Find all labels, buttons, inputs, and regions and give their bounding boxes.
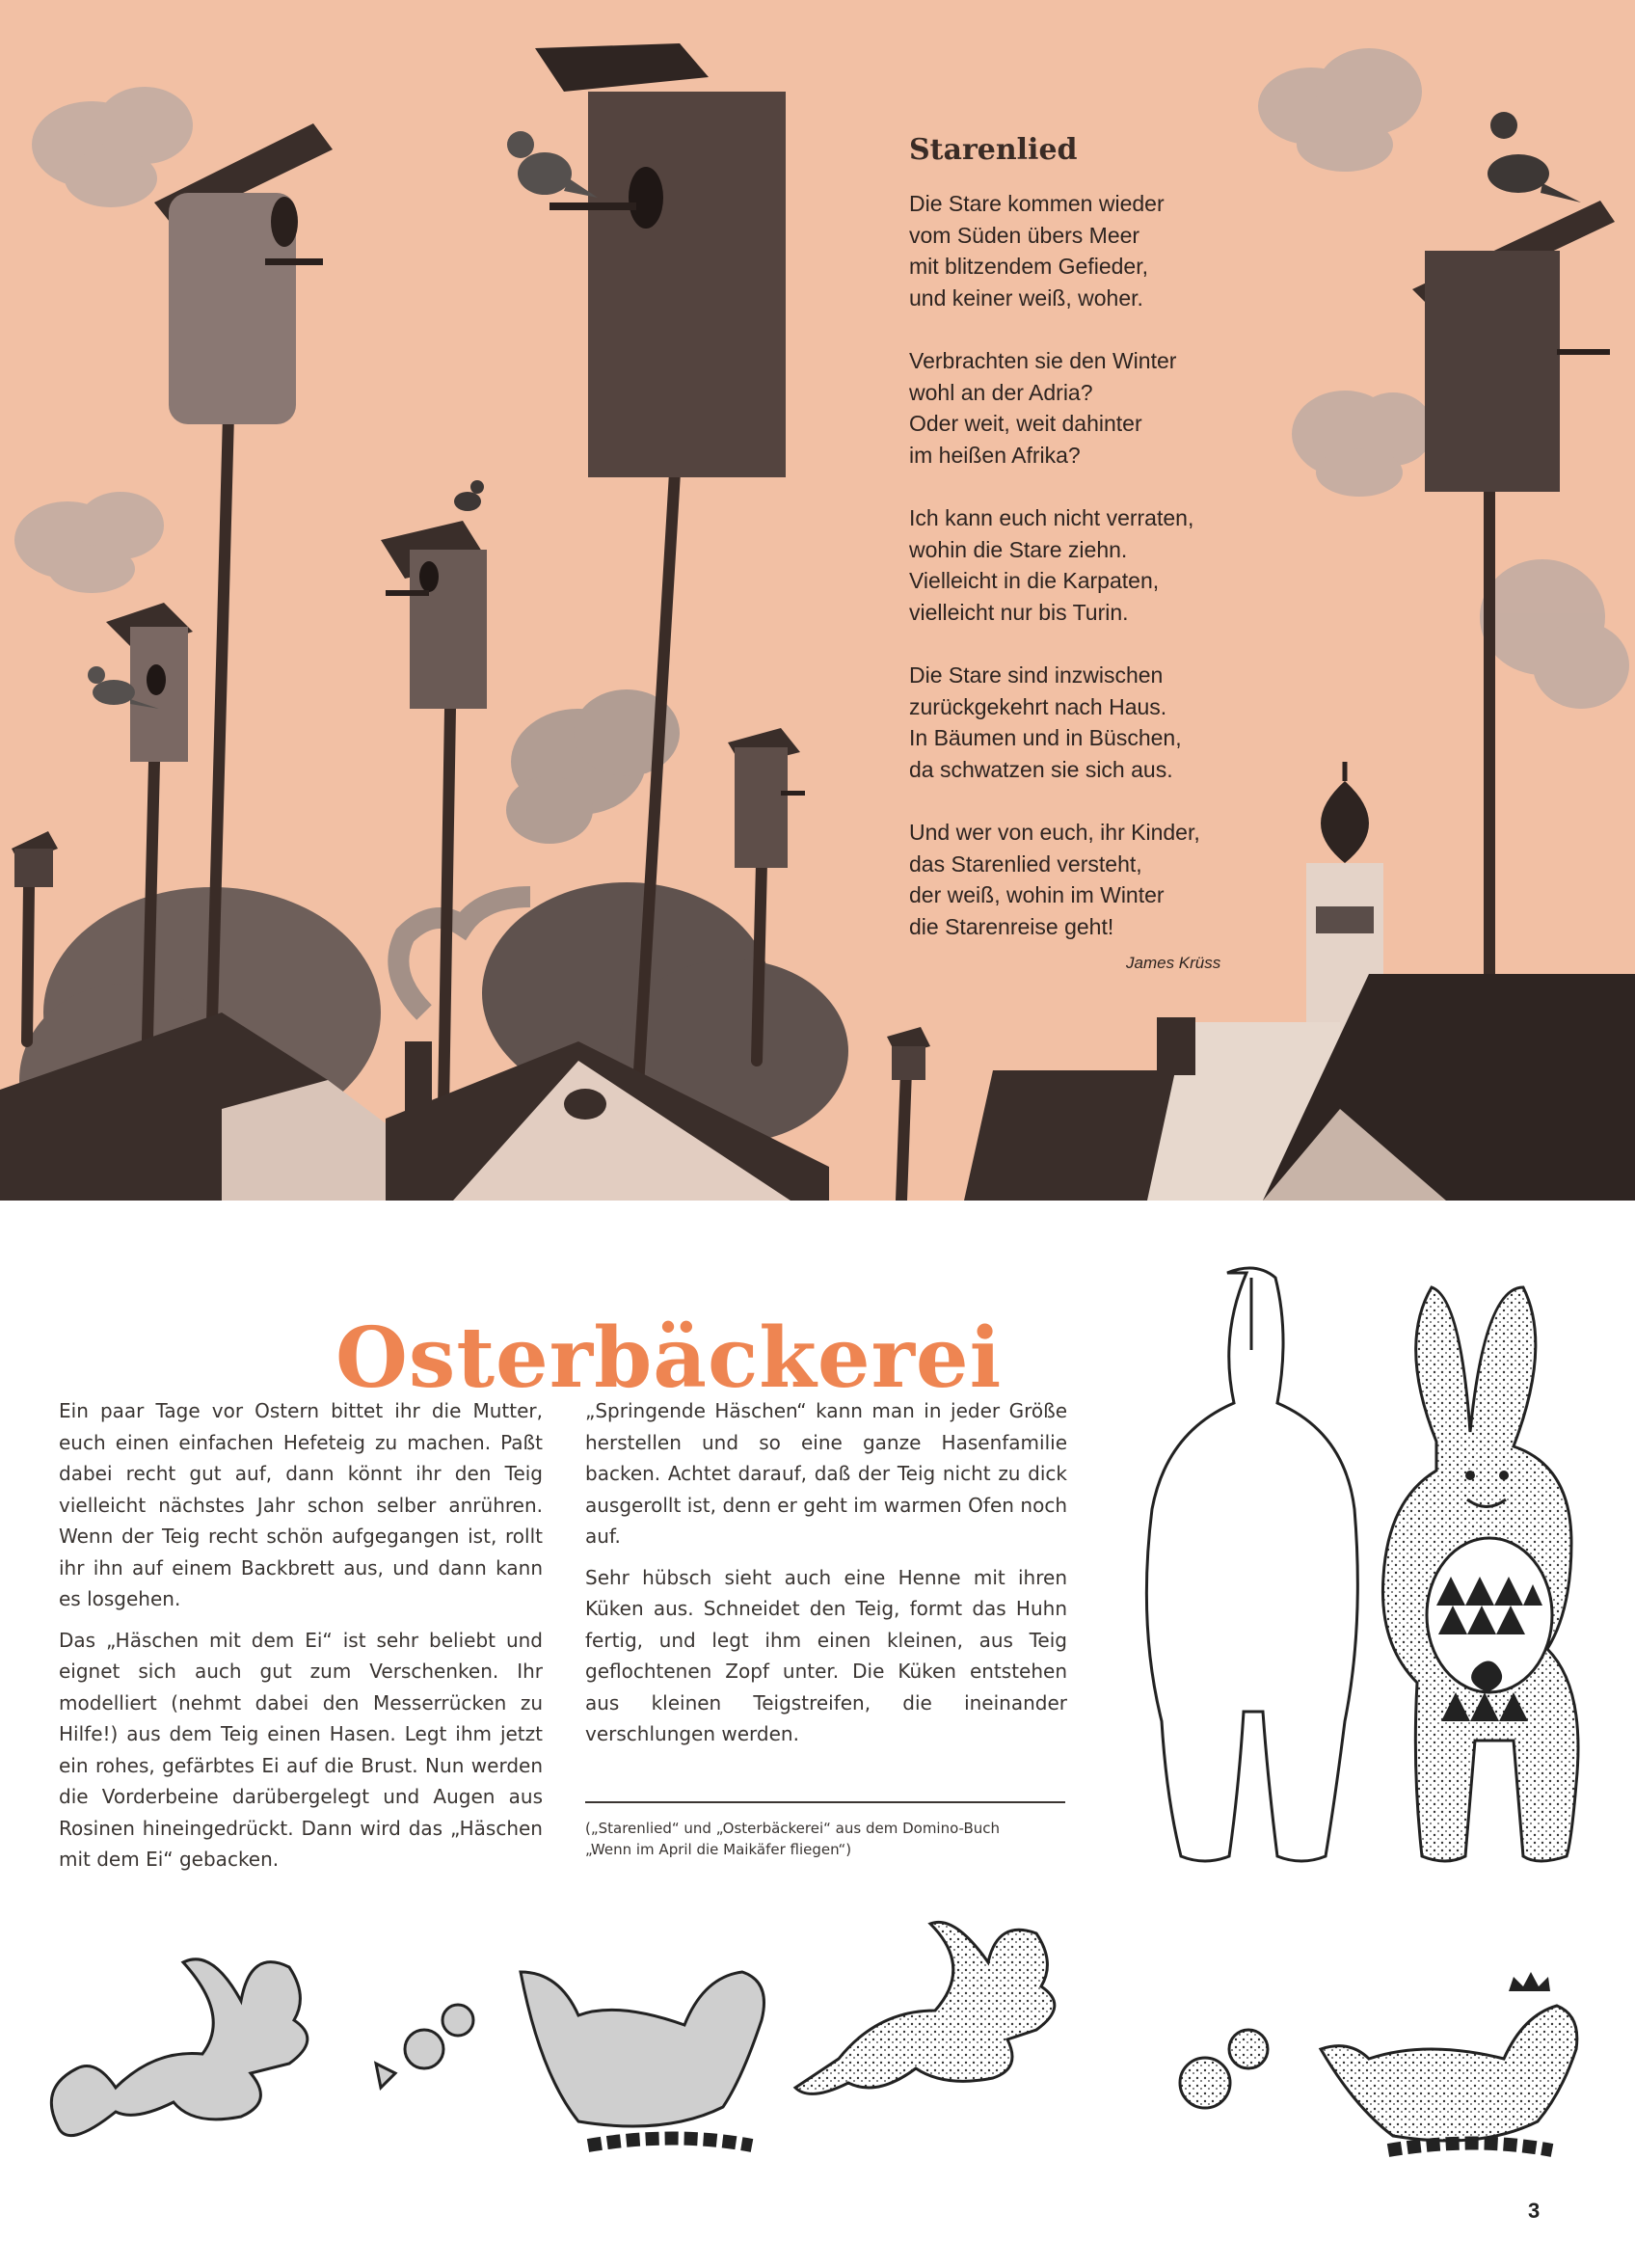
poem-starenlied	[909, 133, 1333, 974]
poem-line: vielleicht nur bis Turin.	[909, 599, 1129, 625]
poem-author: James Krüss	[1126, 954, 1221, 972]
hen-icon	[521, 1972, 764, 2146]
article-column-left	[59, 1395, 543, 1885]
poem-line: zurückgekehrt nach Haus.	[909, 693, 1167, 719]
starling-bird-icon	[454, 480, 484, 511]
article-paragraph: Sehr hübsch sieht auch eine Henne mit ihren Küken aus. Schneidet den Teig, formt das Huhn fertig, und legt ihm einen kleinen, aus Teig geflochtenen Zopf unter. Die Küken entstehen aus kleinen Teigstreifen, die ineinander verschlungen werden.	[585, 1565, 1067, 1745]
chick-icon	[376, 2005, 473, 2088]
divider-line	[585, 1801, 1065, 1803]
source-credit	[585, 1818, 1067, 1860]
starling-bird-icon	[507, 131, 598, 198]
poem-line: In Bäumen und in Büschen,	[909, 725, 1182, 750]
starling-bird-icon	[1488, 112, 1581, 202]
poem-line: Die Stare sind inzwischen	[909, 662, 1164, 688]
cloud-icon	[32, 87, 193, 207]
poem-line: da schwatzen sie sich aus.	[909, 756, 1173, 782]
poem-line: im heißen Afrika?	[909, 442, 1081, 468]
rabbit-with-egg-icon	[1379, 1278, 1610, 1876]
poem-line: Verbrachten sie den Winter	[909, 348, 1177, 373]
poem-line: Vielleicht in die Karpaten,	[909, 568, 1160, 593]
birdhouse-icon	[1412, 201, 1615, 492]
poem-line: die Starenreise geht!	[909, 913, 1114, 939]
poem-stanza	[909, 660, 1333, 785]
birdhouse-icon	[381, 521, 487, 709]
poem-line: vom Süden übers Meer	[909, 222, 1140, 248]
hen-icon	[1321, 1972, 1577, 2150]
poem-stanza	[909, 502, 1333, 628]
jumping-rabbit-icon	[51, 1959, 308, 2136]
poem-line: Die Stare kommen wieder	[909, 191, 1165, 216]
poem-line: Und wer von euch, ihr Kinder,	[909, 820, 1200, 845]
poem-line: der weiß, wohin im Winter	[909, 882, 1165, 907]
poem-line: mit blitzendem Gefieder,	[909, 254, 1149, 279]
birdhouse-icon	[154, 123, 333, 424]
cloud-icon	[14, 492, 164, 593]
poem-line: wohin die Stare ziehn.	[909, 536, 1128, 562]
article-paragraph: „Springende Häschen“ kann man in jeder Größe herstellen und so eine ganze Hasenfamilie backen. Achtet darauf, daß der Teig nicht zu dick ausgerollt ist, denn er geht im warmen Ofen noch auf.	[585, 1399, 1067, 1548]
poem-stanza	[909, 345, 1333, 471]
birdhouse-icon	[535, 43, 786, 477]
birdhouse-icon	[12, 831, 58, 887]
article-title: Osterbäckerei	[335, 1309, 1003, 1407]
poem-line: wohl an der Adria?	[909, 379, 1093, 405]
cookie-row	[39, 1914, 1620, 2165]
poem-line: das Starenlied versteht,	[909, 850, 1142, 877]
rabbit-outline-icon	[1113, 1263, 1393, 1871]
poem-stanza	[909, 188, 1333, 313]
poem-stanza	[909, 817, 1333, 942]
page-number: 3	[1528, 2199, 1541, 2223]
poem-line: und keiner weiß, woher.	[909, 284, 1143, 310]
credit-line: „Wenn im April die Maikäfer fliegen“)	[585, 1841, 852, 1858]
credit-line: („Starenlied“ und „Osterbäckerei“ aus dem Domino-Buch	[585, 1820, 1000, 1837]
poem-line: Oder weit, weit dahinter	[909, 411, 1142, 436]
chick-icon	[1180, 2030, 1268, 2108]
poem-title: Starenlied	[909, 133, 1078, 167]
article-paragraph: Das „Häschen mit dem Ei“ ist sehr beliebt und eignet sich auch gut zum Verschenken. Ihr modelliert (nehmt dabei den Messerrücken zu Hilfe!) aus dem Teig einen Hasen. Legt ihm jetzt ein rohes, gefärbtes Ei auf die Brust. Nun werden die Vorderbeine darübergelegt und Augen aus Rosinen hineingedrückt. Dann wird das „Häschen mit dem Ei“ gebacken.	[59, 1628, 543, 1871]
jumping-rabbit-icon	[795, 1922, 1055, 2093]
birdhouse-icon	[728, 728, 805, 868]
article-column-right	[585, 1395, 1067, 1760]
birdhouse-icon	[887, 1027, 930, 1080]
poem-line: Ich kann euch nicht verraten,	[909, 505, 1194, 530]
article-paragraph: Ein paar Tage vor Ostern bittet ihr die Mutter, euch einen einfachen Hefeteig zu machen. Paßt dabei recht gut auf, dann könnt ihr den Teig vielleicht nächstes Jahr schon selber anrühren. Wenn der Teig recht schön aufgegangen ist, rollt ihr ihn auf einem Backbrett aus, und dann kann es losgehen.	[59, 1399, 543, 1610]
cloud-icon	[1480, 559, 1629, 709]
